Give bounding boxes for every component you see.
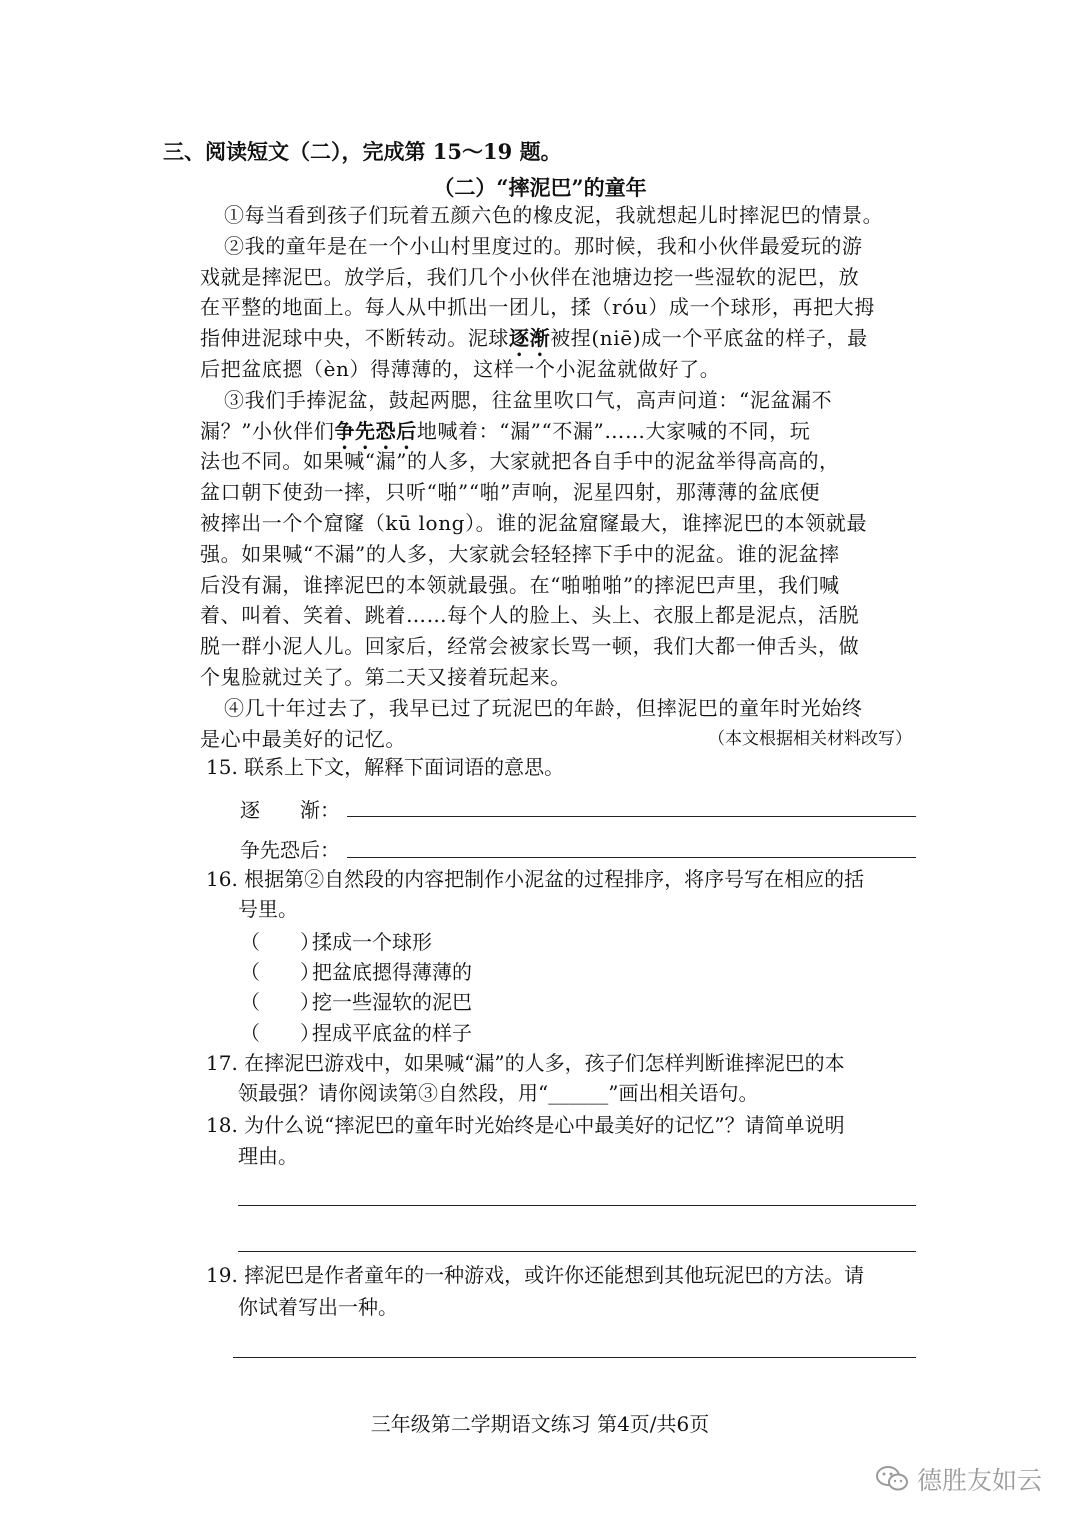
answer-line-zhengxiankonghou[interactable] — [347, 857, 916, 858]
article-title: （二）“摔泥巴”的童年 — [433, 175, 647, 200]
passage-text: 盆口朝下使劲一摔，只听“啪”“啪”声响，泥星四射，那薄薄的盆底便 — [200, 480, 821, 505]
question-17-line2: 领最强？请你阅读第③自然段，用“______”画出相关语句。 — [238, 1081, 759, 1105]
question-19-line2: 你试着写出一种。 — [238, 1295, 398, 1319]
passage-text: 戏就是摔泥巴。放学后，我们几个小伙伴在池塘边挖一些湿软的泥巴，放 — [200, 264, 860, 289]
passage-text: ①每当看到孩子们玩着五颜六色的橡皮泥，我就想起儿时摔泥巴的情景。 — [224, 203, 884, 227]
option-text: 揉成一个球形 — [312, 930, 432, 954]
passage-text: 强。如果喊“不漏”的人多，大家就会轻轻摔下手中的泥盆。谁的泥盆摔 — [200, 541, 840, 566]
passage-line — [200, 385, 916, 416]
passage-line — [200, 416, 916, 447]
passage-line — [200, 693, 916, 724]
passage-line — [200, 662, 916, 693]
passage-line — [200, 354, 916, 385]
passage-text: ④几十年过去了，我早已过了玩泥巴的年龄，但摔泥巴的童年时光始终 — [224, 695, 863, 720]
passage-line — [200, 323, 916, 354]
option-text: 捏成平底盆的样子 — [312, 1021, 472, 1045]
passage-line — [200, 631, 916, 662]
keyword: 争先恐后 — [334, 418, 417, 443]
passage-line — [200, 508, 916, 539]
passage-text: 在平整的地面上。每人从中抓出一团儿，揉（róu）成一个球形，再把大拇 — [200, 295, 875, 320]
passage-text: 着、叫着、笑着、跳着……每个人的脸上、头上、衣服上都是泥点，活脱 — [200, 603, 860, 628]
watermark-text: 德胜友如云 — [916, 1466, 1042, 1495]
page-footer: 三年级第二学期语文练习 第4页/共6页 — [370, 1412, 710, 1436]
passage-text: 脱一群小泥人儿。回家后，经常会被家长骂一顿，我们大都一伸舌头，做 — [200, 634, 860, 659]
question-19-line1: 19. 摔泥巴是作者童年的一种游戏，或许你还能想到其他玩泥巴的方法。请 — [206, 1263, 865, 1287]
question-17-line1: 17. 在摔泥巴游戏中，如果喊“漏”的人多，孩子们怎样判断谁摔泥巴的本 — [206, 1051, 845, 1075]
term-zhujian-label: 逐 渐： — [240, 798, 340, 822]
order-blank[interactable]: （ ） — [240, 1021, 320, 1045]
question-15: 15. 联系上下文，解释下面词语的意思。 — [206, 755, 565, 779]
question-18-line1: 18. 为什么说“摔泥巴的童年时光始终是心中最美好的记忆”？请简单说明 — [206, 1113, 845, 1137]
passage-text: 法也不同。如果喊“漏”的人多，大家就把各自手中的泥盆举得高高的， — [200, 449, 840, 474]
passage-text: 是心中最美好的记忆。 — [200, 726, 406, 751]
passage-text: ②我的童年是在一个小山村里度过的。那时候，我和小伙伴最爱玩的游 — [224, 233, 863, 258]
section-heading: 三、阅读短文（二），完成第 15～19 题。 — [163, 139, 562, 164]
sequence-option[interactable] — [240, 1017, 472, 1046]
option-text: 把盆底摁得薄薄的 — [312, 960, 472, 984]
passage-text: 被捏(niē)成一个平底盆的样子，最 — [550, 326, 868, 351]
order-blank[interactable]: （ ） — [240, 960, 320, 984]
passage-text: 指伸进泥球中央，不断转动。泥球 — [200, 326, 509, 351]
question-16-line2: 号里。 — [238, 897, 298, 921]
term-zhengxiankonghou-label: 争先恐后： — [240, 838, 340, 862]
reading-passage — [200, 200, 916, 754]
order-blank[interactable]: （ ） — [240, 930, 320, 954]
answer-line-q18-2[interactable] — [238, 1251, 916, 1252]
sequence-option[interactable] — [240, 986, 472, 1015]
passage-text: 后把盆底摁（èn）得薄薄的，这样一个小泥盆就做好了。 — [200, 356, 721, 381]
wechat-icon — [875, 1465, 909, 1493]
passage-line — [200, 262, 916, 293]
question-16-line1: 16. 根据第②自然段的内容把制作小泥盆的过程排序，将序号写在相应的括 — [206, 867, 865, 891]
passage-line — [200, 292, 916, 323]
keyword: 逐渐 — [509, 326, 551, 351]
passage-text: 地喊着：“漏”“不漏”……大家喊的不同，玩 — [416, 418, 811, 443]
passage-line — [200, 200, 916, 231]
passage-line — [200, 477, 916, 508]
sequence-option[interactable] — [240, 926, 432, 955]
source-note: （本文根据相关材料改写） — [708, 729, 912, 749]
passage-text: 漏？”小伙伴们 — [200, 418, 335, 443]
answer-line-q18-1[interactable] — [238, 1205, 916, 1206]
passage-line — [200, 570, 916, 601]
passage-line — [200, 231, 916, 262]
watermark — [875, 1461, 1042, 1497]
order-blank[interactable]: （ ） — [240, 990, 320, 1014]
passage-line — [200, 539, 916, 570]
passage-line — [200, 446, 916, 477]
option-text: 挖一些湿软的泥巴 — [312, 990, 472, 1014]
question-18-line2: 理由。 — [238, 1144, 298, 1168]
sequence-option[interactable] — [240, 956, 472, 985]
passage-text: ③我们手捧泥盆，鼓起两腮，往盆里吹口气，高声问道：“泥盆漏不 — [224, 387, 833, 412]
answer-line-zhujian[interactable] — [347, 816, 916, 817]
passage-text: 被摔出一个个窟窿（kū long）。谁的泥盆窟窿最大，谁摔泥巴的本领就最 — [200, 510, 868, 535]
passage-text: 个鬼脸就过关了。第二天又接着玩起来。 — [200, 664, 571, 689]
answer-line-q19[interactable] — [233, 1357, 916, 1358]
passage-line — [200, 600, 916, 631]
passage-text: 后没有漏，谁摔泥巴的本领就最强。在“啪啪啪”的摔泥巴声里，我们喊 — [200, 572, 840, 597]
